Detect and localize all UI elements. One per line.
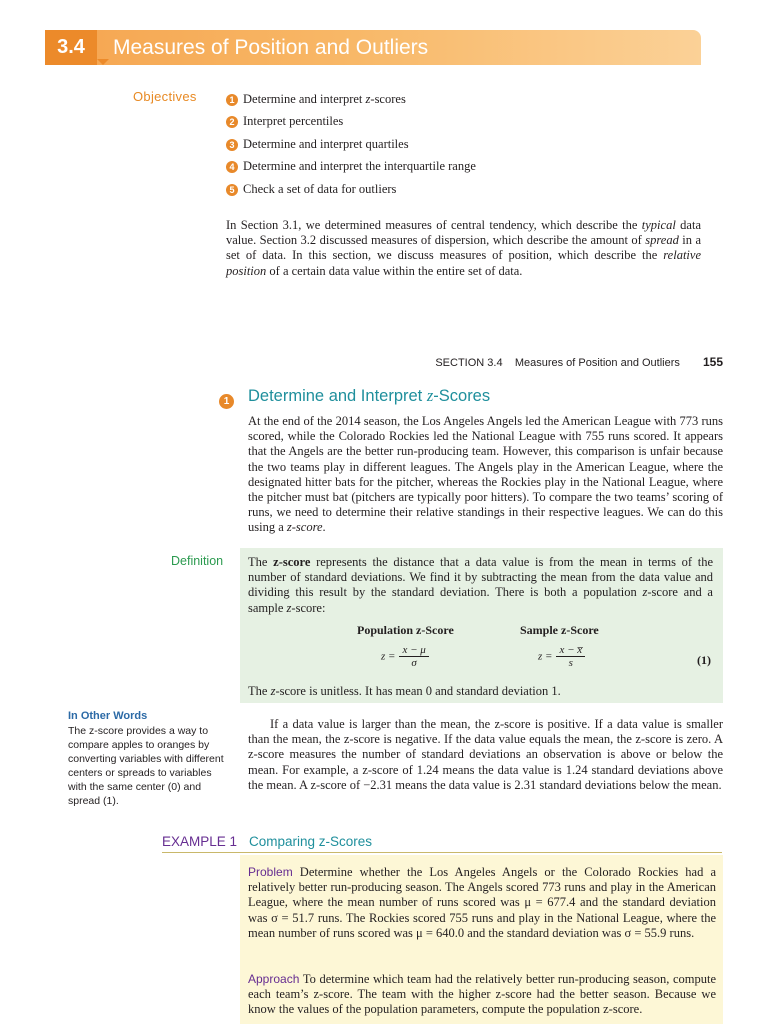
example-title: Comparing z-Scores <box>249 834 373 849</box>
equation-number: (1) <box>697 653 711 667</box>
body-paragraph: If a data value is larger than the mean, the z-score is positive. If a data value is smaller than the mean, the z-score is negative. If the data value equals the mean, the z-score is zero. A z-score measures the number of standard deviations an observation is above or below the mean. For example, a z-score of 1.24 means the data value is 1.24 standard deviations above the mean. A z-score of −2.31 means the data value is 2.31 standard deviations below the mean. <box>248 717 723 792</box>
objective-number-icon: 1 <box>226 94 238 106</box>
section-title: Measures of Position and Outliers <box>113 36 429 59</box>
section-number-notch <box>97 59 109 65</box>
population-zscore-heading: Population z-Score <box>357 623 454 637</box>
sample-zscore-formula: z = $\frac{x - x̅}{s}$ <box>538 644 585 669</box>
example-rule <box>162 852 722 853</box>
objective-number-icon: 3 <box>226 139 238 151</box>
example-approach: Approach To determine which team had the relatively better run-producing season, compute each team’s z-score. The team with the higher z-score had the better season. Because we know the values of the population parameters, compute the population z-score. <box>248 972 716 1017</box>
example-label: EXAMPLE 1 <box>162 834 238 849</box>
objective-item <box>226 90 406 108</box>
subsection-number-icon <box>219 391 234 409</box>
intro-paragraph: In Section 3.1, we determined measures of central tendency, which describe the typical data value. Section 3.2 discussed measures of dispersion, which describe the amount of spread in a set of data. In this section, we discuss measures of position, which describe the relative position of a certain data value within the entire set of data. <box>226 218 701 278</box>
objective-text: Determine and interpret <box>243 92 366 106</box>
objective-number-icon: 2 <box>226 116 238 128</box>
population-zscore-formula: z = $\frac{x - \mu}{\sigma}$ <box>381 644 429 669</box>
body-paragraph: At the end of the 2014 season, the Los Angeles Angels led the American League with 773 runs scored, while the Colorado Rockies led the National League with 755 runs scored. It appears that the Angels are the better run-producing team. However, this comparison is unfair because the two teams play in different leagues. The Angels play in the American League, where the designated hitter bats for the pitcher, whereas the Rockies play in the National League, where the pitcher must bat (pitchers are typically poor hitters). To compare the two teams’ scoring of runs, we need to determine their relative standings in their respective leagues. We can do this using a z-score. <box>248 414 723 535</box>
subsection-number: 1 <box>219 394 234 409</box>
objective-item <box>226 135 409 153</box>
objective-text: Determine and interpret the interquartile range <box>243 159 476 173</box>
objective-item <box>226 112 343 130</box>
example-problem: Problem Determine whether the Los Angeles Angels or the Colorado Rockies had a relatively better run-producing season. The Angels scored 773 runs and play in the American League, where the mean number of runs scored was μ = 677.4 and the standard deviation was σ = 51.7 runs. The Rockies scored 755 runs and play in the National League, where the mean number of runs scored was μ = 640.0 and the standard deviation was σ = 55.9 runs. <box>248 865 716 940</box>
section-number: 3.4 <box>45 30 97 65</box>
subsection-heading: Determine and Interpret z-Scores <box>248 386 491 405</box>
objective-item <box>226 157 476 175</box>
objective-text: Check a set of data for outliers <box>243 182 397 196</box>
objectives-label: Objectives <box>133 89 197 104</box>
in-other-words-text: The z-score provides a way to compare apples to oranges by converting variables with different centers or spreads to variables with the same center (0) and spread (1). <box>68 725 224 807</box>
in-other-words-title: In Other Words <box>68 710 148 722</box>
objective-text: Determine and interpret quartiles <box>243 137 409 151</box>
approach-label: Approach <box>248 972 300 986</box>
page-number: 155 <box>702 355 723 369</box>
running-head-title: Measures of Position and Outliers <box>514 357 680 369</box>
problem-label: Problem <box>248 865 293 879</box>
objective-var: z <box>365 92 371 106</box>
objective-number-icon: 5 <box>226 184 238 196</box>
running-head <box>435 355 723 369</box>
definition-text: The z-score represents the distance that a data value is from the mean in terms of the number of standard deviations. We find it by subtracting the mean from the data value and dividing this result by the standard deviation. There is both a population z-score and a sample z-score: <box>248 555 714 615</box>
definition-label: Definition <box>171 554 224 568</box>
running-head-section: SECTION 3.4 <box>435 357 503 369</box>
objective-number-icon: 4 <box>226 161 238 173</box>
objective-text-suffix: -scores <box>370 92 406 106</box>
objective-text: Interpret percentiles <box>243 114 344 128</box>
definition-footnote: The z-score is unitless. It has mean 0 and standard deviation 1. <box>248 684 561 698</box>
sample-zscore-heading: Sample z-Score <box>520 623 599 637</box>
objective-item <box>226 180 396 198</box>
